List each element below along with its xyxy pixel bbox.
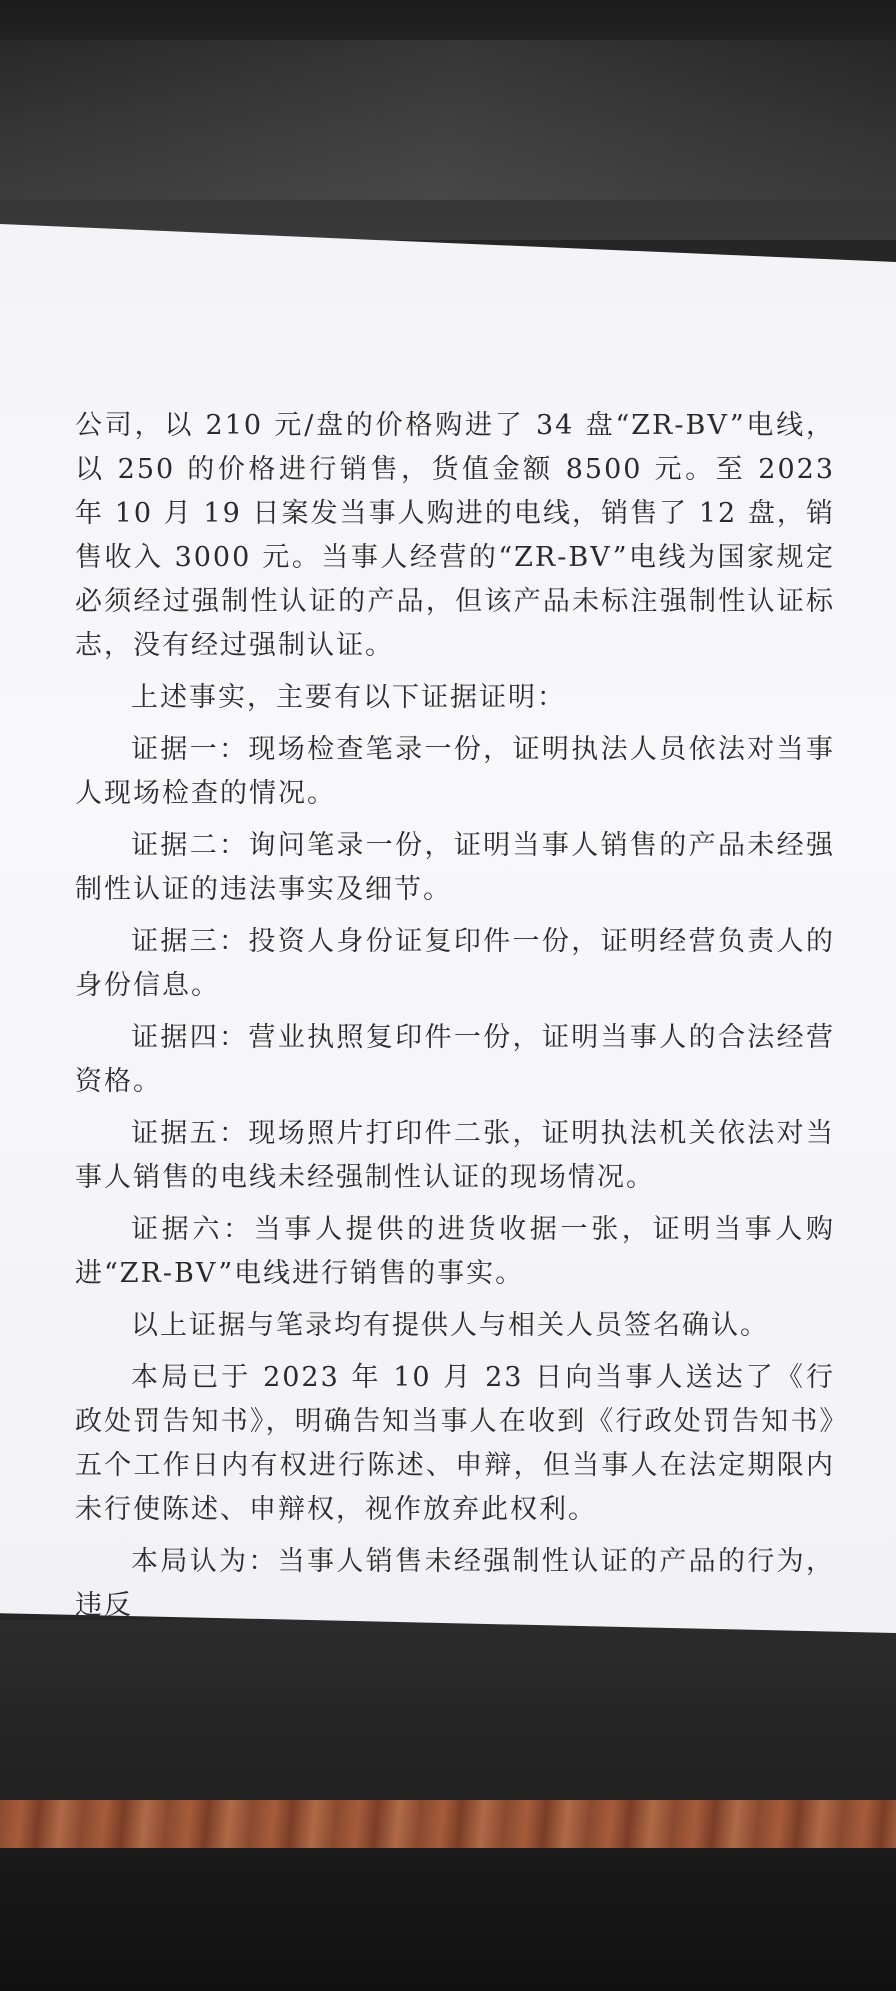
- paragraph-evidence-3: 证据三：投资人身份证复印件一份，证明经营负责人的身份信息。: [75, 926, 835, 1001]
- paragraph-evidence-4: 证据四：营业执照复印件一份，证明当事人的合法经营资格。: [75, 1022, 835, 1097]
- paragraph-evidence-1: 证据一：现场检查笔录一份，证明执法人员依法对当事人现场检查的情况。: [75, 734, 835, 809]
- paragraph-evidence-intro: 上述事实，主要有以下证据证明：: [131, 682, 566, 713]
- floor-shadow: [0, 1848, 896, 1991]
- paragraph-case-facts: 公司，以 210 元/盘的价格购进了 34 盘“ZR-BV”电线，以 250 的价格进行销售，货值金额 8500 元。至 2023 年 10 月 19 日案发当事人购进的电线，销售了 12 盘，销售收入 3000 元。当事人经营的“ZR-BV”电线为国家规定必须经过强制性认证的产品，但该产品未标注强制性认证标志，没有经过强制认证。: [75, 410, 835, 661]
- paragraph-bureau-opinion: 本局认为：当事人销售未经强制性认证的产品的行为，违反: [75, 1546, 835, 1621]
- paragraph-evidence-6: 证据六：当事人提供的进货收据一张，证明当事人购进“ZR-BV”电线进行销售的事实。: [75, 1214, 835, 1289]
- paragraph-evidence-5: 证据五：现场照片打印件二张，证明执法机关依法对当事人销售的电线未经强制性认证的现场情况。: [75, 1118, 835, 1193]
- paragraph-evidence-2: 证据二：询问笔录一份，证明当事人销售的产品未经强制性认证的违法事实及细节。: [75, 830, 835, 905]
- paragraph-notice-delivery: 本局已于 2023 年 10 月 23 日向当事人送达了《行政处罚告知书》，明确告知当事人在收到《行政处罚告知书》五个工作日内有权进行陈述、申辩，但当事人在法定期限内未行使陈述、申辩权，视作放弃此权利。: [75, 1362, 835, 1525]
- desk-background-bottom: [0, 1620, 896, 1811]
- paragraph-signature-note: 以上证据与笔录均有提供人与相关人员签名确认。: [131, 1310, 769, 1341]
- wooden-table-edge: [0, 1800, 896, 1848]
- desk-glare: [0, 40, 896, 200]
- document-body: [75, 404, 835, 1636]
